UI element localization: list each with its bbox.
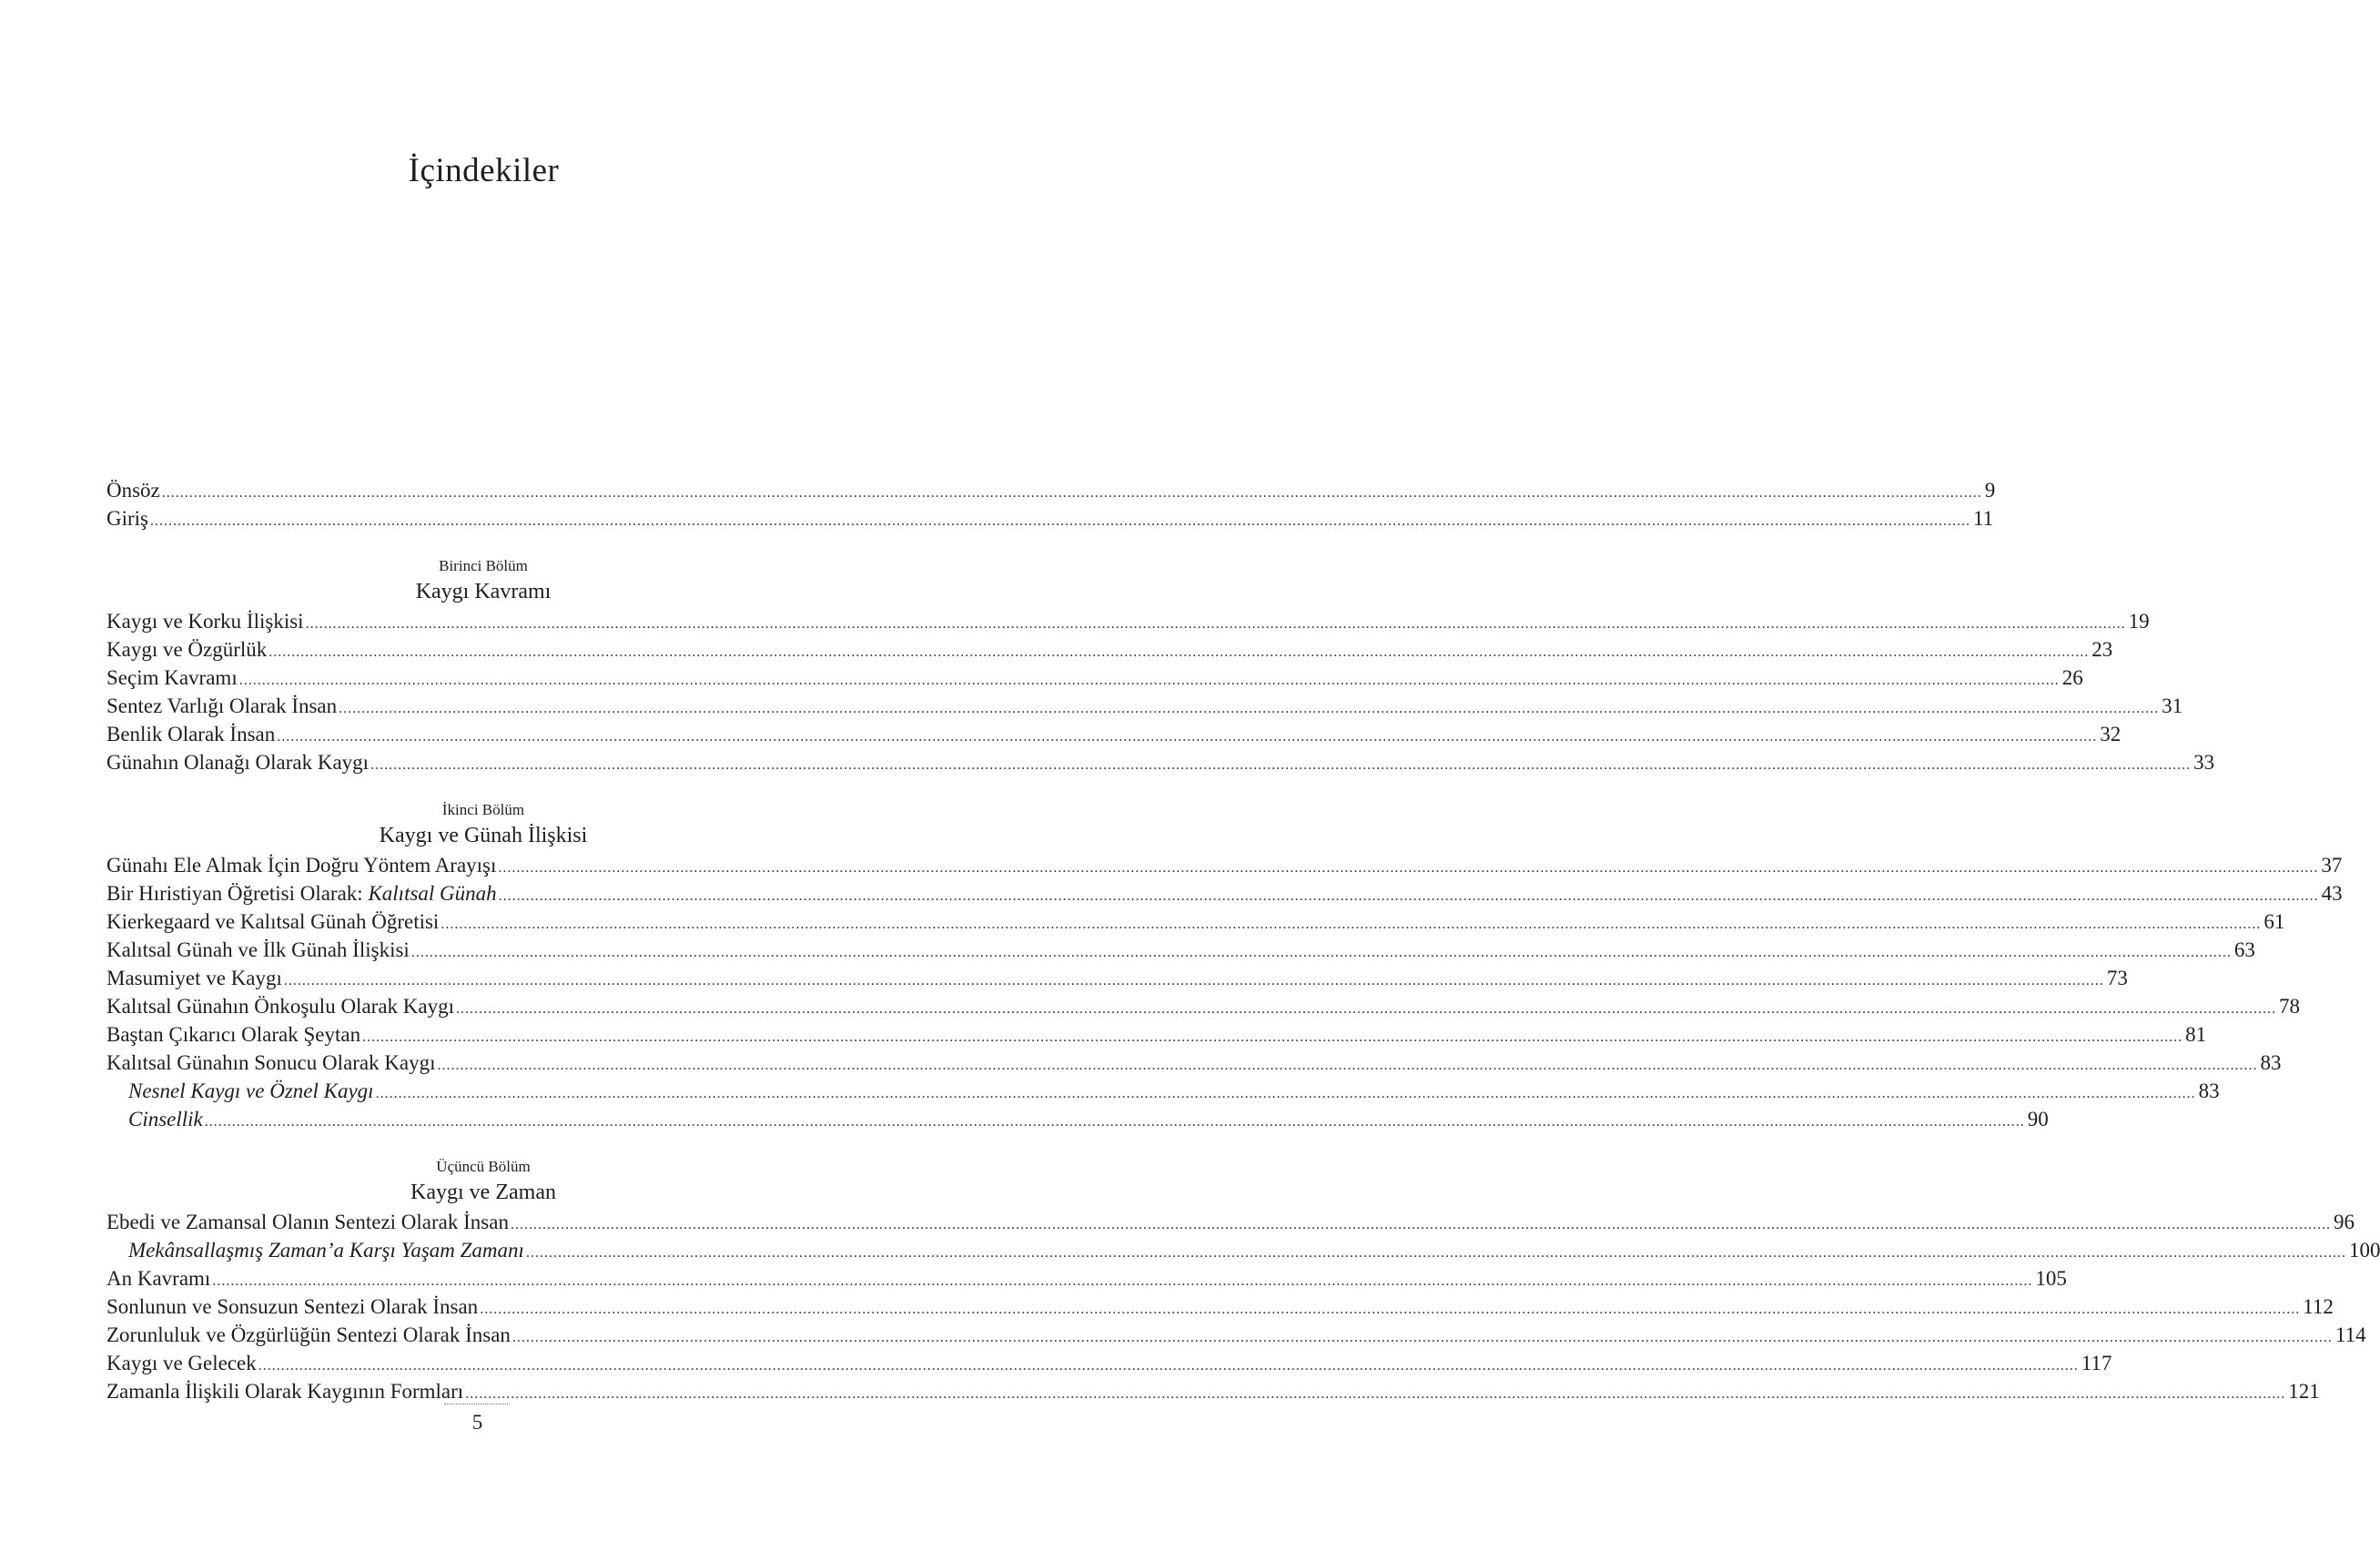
toc-entry-title: [106, 907, 439, 936]
toc-entry-page: 100: [2348, 1239, 2380, 1262]
toc-entry[interactable]: [106, 1049, 2282, 1077]
toc-entry[interactable]: [106, 748, 2215, 776]
dot-leader: ................................................................................................................................................................................................................................................................................................................................................................................................................: [455, 1001, 2276, 1017]
chapter-heading: [106, 555, 860, 607]
toc-entry-page: 81: [2185, 1023, 2207, 1046]
dot-leader: ................................................................................................................................................................................................................................................................................................................................................................................................................: [375, 1086, 2196, 1101]
toc-entry-title-text: Günahın Olanağı Olarak Kaygı: [106, 751, 370, 774]
toc-entry-title-text: Mekânsallaşmış Zaman’a Karşı Yaşam Zamanı: [128, 1239, 524, 1262]
chapter-kicker: Birinci Bölüm: [439, 557, 528, 574]
section-gap: [106, 776, 860, 799]
toc-entry-title-text: Seçim Kavramı: [106, 666, 238, 689]
toc-entry[interactable]: [106, 635, 2113, 664]
dot-leader: ................................................................................................................................................................................................................................................................................................................................................................................................................: [258, 1358, 2079, 1374]
chapter-kicker: İkinci Bölüm: [441, 801, 525, 818]
toc-entry-title-text: Kalıtsal Günahın Sonucu Olarak Kaygı: [106, 1051, 436, 1074]
dot-leader: ................................................................................................................................................................................................................................................................................................................................................................................................................: [204, 1114, 2025, 1130]
toc-entry-title: [106, 879, 497, 907]
toc-entry-title-text: Kaygı ve Korku İlişkisi: [106, 610, 304, 633]
toc-entry-title: [106, 1377, 463, 1405]
toc-entry-page: 61: [2264, 910, 2285, 933]
toc-entry-title-text: Sentez Varlığı Olarak İnsan: [106, 694, 338, 717]
dot-leader: ................................................................................................................................................................................................................................................................................................................................................................................................................: [465, 1386, 2286, 1402]
toc-entry-title-italic: Kalıtsal Günah: [368, 882, 497, 905]
chapter-title: Kaygı ve Günah İlişkisi: [379, 824, 588, 847]
toc-entry[interactable]: [106, 1293, 2334, 1321]
toc-entry-title: [106, 504, 148, 532]
toc-entry-title: [106, 1236, 524, 1264]
toc-entry-title-text: Bir Hıristiyan Öğretisi Olarak:: [106, 882, 369, 905]
toc-entry-title: [106, 936, 410, 964]
dot-leader: ................................................................................................................................................................................................................................................................................................................................................................................................................: [268, 644, 2090, 660]
section-gap: [106, 532, 860, 555]
table-of-contents: [106, 476, 2380, 1405]
toc-entry-title: [106, 1349, 257, 1377]
toc-entry-title: [106, 607, 304, 635]
section-gap: [106, 1133, 860, 1156]
dot-leader: ................................................................................................................................................................................................................................................................................................................................................................................................................: [362, 1029, 2183, 1045]
chapter-kicker: Üçüncü Bölüm: [436, 1158, 531, 1175]
toc-entry[interactable]: [106, 1236, 2380, 1264]
toc-entry-title: [106, 748, 369, 776]
dot-leader: ................................................................................................................................................................................................................................................................................................................................................................................................................: [161, 485, 1982, 501]
toc-entry-title-text: Zorunluluk ve Özgürlüğün Sentezi Olarak İnsan: [106, 1323, 511, 1346]
toc-entry-title-text: Sonlunun ve Sonsuzun Sentezi Olarak İnsan: [106, 1295, 479, 1318]
toc-entry-title: [106, 992, 454, 1020]
toc-entry-page: 112: [2303, 1295, 2334, 1318]
toc-entry-title-text: Giriş: [106, 507, 148, 530]
toc-entry-title: [106, 1208, 509, 1236]
dot-leader: ................................................................................................................................................................................................................................................................................................................................................................................................................: [511, 1330, 2333, 1345]
toc-entry-page: 73: [2106, 967, 2128, 989]
toc-entry-title: [106, 635, 267, 664]
toc-entry-page: 83: [2198, 1080, 2220, 1102]
chapter-heading: [106, 1156, 860, 1208]
toc-entry[interactable]: [106, 476, 1996, 504]
toc-entry[interactable]: [106, 607, 2150, 635]
toc-entry[interactable]: [106, 664, 2083, 692]
toc-entry-page: 31: [2162, 694, 2183, 717]
toc-entry-page: 63: [2233, 938, 2255, 961]
toc-entry-title-text: Kaygı ve Özgürlük: [106, 638, 268, 661]
toc-entry-title: [106, 1020, 360, 1049]
chapter-heading: [106, 799, 860, 851]
page-number: 5: [471, 1411, 483, 1434]
toc-entry-title-text: Kaygı ve Gelecek: [106, 1352, 257, 1374]
dot-leader: ................................................................................................................................................................................................................................................................................................................................................................................................................: [283, 973, 2104, 988]
dot-leader: ................................................................................................................................................................................................................................................................................................................................................................................................................: [410, 945, 2232, 960]
toc-entry-title: [106, 1105, 203, 1133]
dot-leader: ................................................................................................................................................................................................................................................................................................................................................................................................................: [510, 1217, 2331, 1232]
toc-entry[interactable]: [106, 936, 2255, 964]
toc-entry-title: [106, 1321, 511, 1349]
toc-entry-title-text: Zamanla İlişkili Olarak Kaygının Formları: [106, 1380, 464, 1403]
toc-entry-title-text: Baştan Çıkarıcı Olarak Şeytan: [106, 1023, 361, 1046]
toc-entry-page: 83: [2260, 1051, 2282, 1074]
toc-entry-page: 117: [2081, 1352, 2112, 1374]
toc-entry-page: 33: [2193, 751, 2215, 774]
toc-entry-title-text: Cinsellik: [128, 1108, 203, 1130]
toc-entry-title: [106, 720, 275, 748]
toc-entry[interactable]: [106, 692, 2183, 720]
toc-entry-title-text: An Kavramı: [106, 1267, 211, 1290]
toc-entry-title-text: Kalıtsal Günahın Önkoşulu Olarak Kaygı: [106, 995, 454, 1018]
toc-entry-page: 32: [2100, 723, 2122, 745]
toc-entry[interactable]: [106, 1077, 2220, 1105]
toc-entry-title: [106, 964, 282, 992]
dot-leader: ................................................................................................................................................................................................................................................................................................................................................................................................................: [339, 701, 2160, 716]
toc-entry-page: 9: [1984, 479, 1996, 502]
dot-leader: ................................................................................................................................................................................................................................................................................................................................................................................................................: [498, 860, 2319, 876]
toc-entry-title: [106, 476, 160, 504]
dot-leader: ................................................................................................................................................................................................................................................................................................................................................................................................................: [370, 757, 2192, 773]
dot-leader: ................................................................................................................................................................................................................................................................................................................................................................................................................: [150, 513, 1970, 529]
toc-entry-page: 78: [2278, 995, 2300, 1018]
toc-entry[interactable]: [106, 1377, 2320, 1405]
toc-entry-title-text: Kierkegaard ve Kalıtsal Günah Öğretisi: [106, 910, 440, 933]
page-title: İçindekiler: [408, 152, 560, 189]
toc-entry-page: 114: [2334, 1323, 2366, 1346]
toc-entry-title: [106, 851, 496, 879]
toc-entry[interactable]: [106, 1264, 2067, 1293]
toc-entry[interactable]: [106, 1349, 2112, 1377]
toc-entry[interactable]: [106, 504, 1994, 532]
toc-entry-page: 23: [2091, 638, 2113, 661]
toc-entry-page: 96: [2333, 1211, 2355, 1233]
toc-entry-title: [106, 692, 337, 720]
toc-entry-title-text: Günahı Ele Almak İçin Doğru Yöntem Arayışı: [106, 854, 497, 877]
toc-entry[interactable]: [106, 720, 2122, 748]
toc-entry-title: [106, 664, 238, 692]
toc-entry[interactable]: [106, 907, 2285, 936]
toc-entry-page: 11: [1973, 507, 1994, 530]
dot-leader: ................................................................................................................................................................................................................................................................................................................................................................................................................: [437, 1058, 2258, 1073]
chapter-title: Kaygı Kavramı: [415, 580, 552, 603]
dot-leader: ................................................................................................................................................................................................................................................................................................................................................................................................................: [277, 729, 2098, 745]
dot-leader: ................................................................................................................................................................................................................................................................................................................................................................................................................: [441, 917, 2262, 932]
toc-entry[interactable]: [106, 879, 2343, 907]
dot-leader: ................................................................................................................................................................................................................................................................................................................................................................................................................: [238, 673, 2060, 688]
toc-entry[interactable]: [106, 1105, 2049, 1133]
dot-leader: ................................................................................................................................................................................................................................................................................................................................................................................................................: [498, 888, 2319, 904]
dot-leader: ................................................................................................................................................................................................................................................................................................................................................................................................................: [305, 616, 2126, 632]
toc-entry-title: [106, 1049, 436, 1077]
toc-entry-title-text: Masumiyet ve Kaygı: [106, 967, 282, 989]
toc-entry-page: 19: [2128, 610, 2150, 633]
toc-entry-title-text: Kalıtsal Günah ve İlk Günah İlişkisi: [106, 938, 410, 961]
toc-entry[interactable]: [106, 964, 2128, 992]
toc-entry-page: 26: [2061, 666, 2083, 689]
toc-entry[interactable]: [106, 992, 2300, 1020]
chapter-title: Kaygı ve Zaman: [410, 1181, 556, 1204]
toc-entry-page: 105: [2035, 1267, 2067, 1290]
toc-entry-page: 43: [2321, 882, 2343, 905]
toc-entry-page: 90: [2027, 1108, 2049, 1130]
toc-entry-title-text: Nesnel Kaygı ve Öznel Kaygı: [128, 1080, 374, 1102]
toc-entry[interactable]: [106, 1020, 2207, 1049]
toc-entry-title-text: Benlik Olarak İnsan: [106, 723, 276, 745]
toc-entry-page: 121: [2288, 1380, 2320, 1403]
toc-entry[interactable]: [106, 1208, 2355, 1236]
toc-entry-title-text: Ebedi ve Zamansal Olanın Sentezi Olarak İnsan: [106, 1211, 509, 1233]
toc-entry-title-text: Önsöz: [106, 479, 160, 502]
toc-entry-title: [106, 1293, 478, 1321]
toc-entry[interactable]: [106, 851, 2343, 879]
toc-entry-title: [106, 1264, 210, 1293]
toc-entry-title: [106, 1077, 374, 1105]
dot-leader: ................................................................................................................................................................................................................................................................................................................................................................................................................: [212, 1273, 2033, 1289]
toc-entry[interactable]: [106, 1321, 2366, 1349]
toc-entry-page: 37: [2321, 854, 2343, 877]
dot-leader: ................................................................................................................................................................................................................................................................................................................................................................................................................: [480, 1302, 2301, 1317]
dot-leader: ................................................................................................................................................................................................................................................................................................................................................................................................................: [525, 1245, 2346, 1261]
